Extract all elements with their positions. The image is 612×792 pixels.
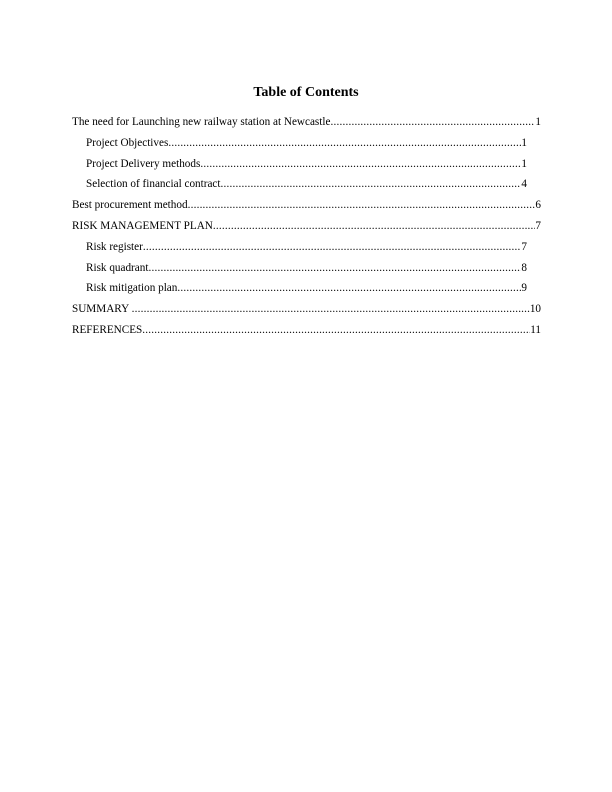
toc-page-number: 7	[521, 240, 527, 253]
toc-list	[0, 112, 612, 341]
toc-entry-text: The need for Launching new railway station at Newcastle	[72, 116, 331, 128]
toc-entry-text: Risk quadrant	[86, 261, 149, 274]
toc-page-number: 1	[521, 157, 527, 170]
toc-title: Table of Contents	[253, 85, 359, 100]
toc-page-number: 9	[521, 282, 527, 295]
toc-entry-text: Selection of financial contract	[86, 178, 221, 191]
toc-entry-text: Risk register	[86, 240, 143, 253]
toc-entry-text: SUMMARY	[72, 303, 132, 316]
toc-page-number: 8	[521, 261, 527, 274]
toc-page-number: 11	[530, 323, 541, 336]
toc-entry-text: RISK MANAGEMENT PLAN	[72, 219, 213, 232]
toc-entry-financial-contract[interactable]	[0, 174, 612, 195]
toc-page-number: 4	[521, 178, 527, 191]
toc-dot-leader	[200, 154, 521, 174]
toc-entry-procurement-method[interactable]	[0, 195, 612, 216]
toc-entry-risk-management-plan[interactable]	[0, 216, 612, 237]
toc-entry-text: Best procurement method	[72, 199, 188, 212]
toc-entry-text: Project Objectives	[86, 136, 169, 149]
toc-dot-leader	[213, 216, 536, 236]
toc-dot-leader	[142, 320, 530, 340]
toc-page-number: 1	[521, 136, 527, 149]
toc-dot-leader	[188, 195, 536, 215]
toc-page-number: 7	[535, 219, 541, 232]
toc-dot-leader	[168, 133, 521, 153]
toc-dot-leader	[148, 258, 521, 278]
toc-entry-risk-register[interactable]	[0, 237, 612, 258]
toc-dot-leader	[143, 237, 522, 257]
toc-page-number: 6	[535, 199, 541, 212]
toc-page-number: 10	[529, 303, 541, 316]
toc-dot-leader	[177, 278, 521, 298]
toc-entry-project-delivery-methods[interactable]	[0, 154, 612, 175]
toc-dot-leader	[221, 174, 522, 194]
toc-entry-railway-station[interactable]	[0, 112, 612, 133]
toc-entry-text: REFERENCES	[72, 323, 143, 336]
toc-entry-text: Project Delivery methods	[86, 157, 201, 170]
toc-entry-project-objectives[interactable]	[0, 133, 612, 154]
toc-entry-risk-mitigation-plan[interactable]	[0, 278, 612, 299]
toc-entry-text: Risk mitigation plan	[86, 282, 178, 295]
toc-entry-references[interactable]	[0, 320, 612, 341]
toc-dot-leader	[132, 299, 530, 319]
toc-entry-summary[interactable]	[0, 299, 612, 320]
toc-entry-risk-quadrant[interactable]	[0, 258, 612, 279]
toc-page-number: 1	[535, 116, 541, 128]
toc-dot-leader	[330, 112, 535, 132]
